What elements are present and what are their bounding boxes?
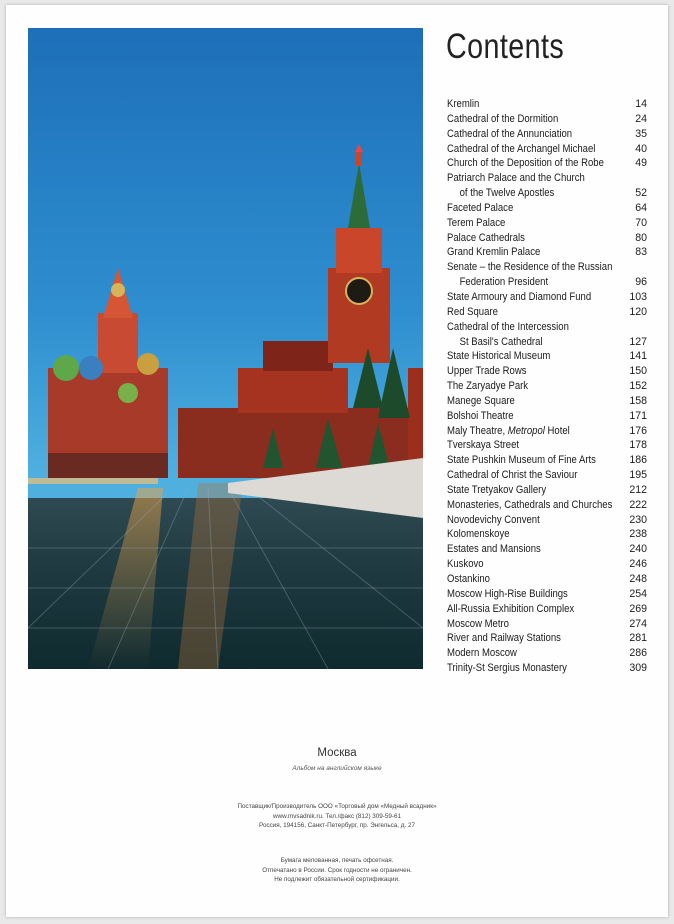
entry-title-line: Modern Moscow [447,647,517,660]
entry-page-number: 269 [629,602,647,615]
entry-title-line: Terem Palace [447,216,506,229]
entry-title-line: Faceted Palace [447,201,514,214]
entry-title [447,513,627,528]
entry-title [447,453,627,468]
entry-title-line: Maly Theatre, Metropol Hotel [447,424,570,437]
entry-page-number: 96 [635,276,647,289]
print-line: Бумага мелованная, печать офсетная. [280,857,394,864]
entry-title [447,305,627,320]
contents-entry [447,572,647,587]
print-line: Не подлежит обязательной сертификации. [274,876,400,883]
entry-page-number: 246 [629,558,647,571]
entry-title-line: Grand Kremlin Palace [447,246,541,259]
contents-entry [447,127,647,142]
contents-entry [447,349,647,364]
entry-title [447,542,627,557]
publisher-info [6,802,668,831]
entry-title-line: of the Twelve Apostles [459,187,555,200]
entry-page-number: 150 [629,365,647,378]
book-subtitle-russian: Альбом на английском языке [292,765,382,772]
contents-entry [447,602,647,617]
contents-entry [447,527,647,542]
entry-title-line: Moscow High-Rise Buildings [447,587,568,600]
entry-title [447,156,627,171]
entry-title [447,527,627,542]
entry-page-number: 171 [629,409,647,422]
entry-page-number: 141 [629,350,647,363]
entry-title [447,231,627,246]
entry-title-line: State Historical Museum [447,350,551,363]
entry-title-line: The Zaryadye Park [447,380,529,393]
contents-list [447,97,647,676]
entry-title-line: St Basil's Cathedral [459,335,543,348]
entry-title-line: State Pushkin Museum of Fine Arts [447,454,596,467]
contents-entry [447,320,647,350]
entry-page-number: 64 [635,201,647,214]
entry-page-number: 248 [629,573,647,585]
entry-title-line: Estates and Mansions [447,543,541,556]
entry-page-number: 178 [629,439,647,452]
entry-title-line: All-Russia Exhibition Complex [447,602,575,615]
entry-title [447,349,627,364]
entry-page-number: 70 [635,216,647,229]
entry-page-number: 274 [629,617,647,630]
entry-title [447,617,627,632]
print-line: Отпечатано в России. Срок годности не ограничен. [262,866,412,874]
entry-title [447,245,627,260]
entry-title-line: Kremlin [447,98,480,110]
contents-entry [447,97,647,112]
entry-title [447,142,627,157]
entry-title [447,394,627,409]
contents-entry [447,364,647,379]
entry-title-line: Patriarch Palace and the Church [447,172,585,185]
contents-entry [447,231,647,246]
entry-title [447,424,627,439]
entry-title [447,201,627,216]
publisher-line: Поставщик/Производитель ООО «Торговый дом «Медный всадник» [237,803,437,810]
entry-title-line: Cathedral of the Annunciation [447,127,573,140]
entry-title-line: Federation President [459,276,549,289]
contents-entry [447,646,647,661]
entry-page-number: 230 [629,513,647,526]
entry-page-number: 152 [629,380,647,393]
entry-title [447,661,627,676]
entry-title-line: Kolomenskoye [447,528,510,541]
contents-entry [447,409,647,424]
entry-page-number: 35 [635,127,647,140]
entry-title [447,216,627,231]
contents-entry [447,587,647,602]
entry-page-number: 103 [629,290,647,303]
contents-entry [447,438,647,453]
entry-title [447,409,627,424]
entry-title [447,483,627,498]
contents-entry [447,424,647,439]
entry-page-number: 238 [629,528,647,541]
entry-title [447,498,627,513]
entry-page-number: 120 [629,305,647,318]
entry-page-number: 52 [635,187,647,200]
entry-title-line: Monasteries, Cathedrals and Churches [447,498,613,511]
entry-title [447,379,627,394]
entry-title-line: Ostankino [447,573,490,585]
entry-page-number: 286 [629,647,647,660]
publisher-line: www.mvsadnik.ru. Тел./факс (812) 309-59-61 [272,812,401,820]
contents-entry [447,156,647,171]
entry-title [447,320,627,350]
print-info [6,856,668,885]
entry-title [447,572,627,587]
contents-entry [447,453,647,468]
entry-title-line: Trinity-St Sergius Monastery [447,662,567,675]
entry-title-line: Kuskovo [447,558,484,571]
entry-title-line: Church of the Deposition of the Robe [447,157,604,170]
entry-page-number: 309 [629,662,647,675]
entry-title [447,468,627,483]
contents-entry [447,260,647,290]
red-square-photo [28,28,423,669]
entry-title-line: Senate – the Residence of the Russian [447,261,613,274]
entry-title-line: State Tretyakov Gallery [447,483,547,496]
entry-page-number: 212 [629,483,647,496]
entry-page-number: 14 [635,98,647,110]
entry-title [447,260,627,290]
entry-title-line: Cathedral of Christ the Saviour [447,469,578,482]
contents-entry [447,557,647,572]
contents-entry [447,498,647,513]
entry-title-line: State Armoury and Diamond Fund [447,290,592,303]
book-page [6,5,668,917]
entry-page-number: 49 [635,157,647,170]
entry-page-number: 281 [629,632,647,645]
entry-title-line: Cathedral of the Dormition [447,112,559,125]
publisher-line: Россия, 194156, Санкт-Петербург, пр. Энгельса, д. 27 [259,822,415,829]
contents-entry [447,216,647,231]
entry-title [447,112,627,127]
entry-page-number: 240 [629,543,647,556]
entry-title-line: River and Railway Stations [447,632,561,645]
entry-title [447,587,627,602]
entry-title-line: Moscow Metro [447,617,509,630]
entry-title [447,602,627,617]
contents-entry [447,468,647,483]
entry-page-number: 254 [629,587,647,600]
entry-title-line: Palace Cathedrals [447,231,525,244]
contents-entry [447,542,647,557]
contents-entry [447,617,647,632]
entry-title [447,631,627,646]
entry-page-number: 222 [629,498,647,511]
entry-page-number: 83 [635,246,647,259]
contents-title: Contents [446,27,565,66]
contents-entry [447,513,647,528]
entry-title [447,646,627,661]
entry-title-line: Red Square [447,305,498,318]
contents-entry [447,245,647,260]
entry-title [447,97,627,112]
entry-title-line: Novodevichy Convent [447,513,540,526]
contents-entry [447,661,647,676]
contents-entry [447,483,647,498]
entry-page-number: 158 [629,394,647,407]
entry-page-number: 24 [635,112,647,125]
entry-page-number: 40 [635,142,647,155]
contents-entry [447,631,647,646]
contents-entry [447,379,647,394]
contents-entry [447,305,647,320]
contents-entry [447,201,647,216]
entry-title-line: Cathedral of the Archangel Michael [447,142,596,155]
contents-entry [447,112,647,127]
entry-title-line: Tverskaya Street [447,439,520,452]
entry-page-number: 186 [629,454,647,467]
entry-page-number: 195 [629,469,647,482]
entry-title [447,127,627,142]
contents-entry [447,290,647,305]
entry-page-number: 80 [635,231,647,244]
entry-page-number: 127 [629,335,647,348]
contents-entry [447,394,647,409]
entry-title [447,557,627,572]
entry-title [447,364,627,379]
entry-title-line: Manege Square [447,394,515,407]
entry-title [447,438,627,453]
entry-page-number: 176 [629,424,647,437]
entry-title-line: Upper Trade Rows [447,365,527,378]
entry-title-line: Bolshoi Theatre [447,409,514,422]
entry-title [447,171,627,201]
book-title-russian: Москва [317,747,357,759]
contents-entry [447,142,647,157]
contents-entry [447,171,647,201]
entry-title [447,290,627,305]
entry-title-line: Cathedral of the Intercession [447,320,569,333]
